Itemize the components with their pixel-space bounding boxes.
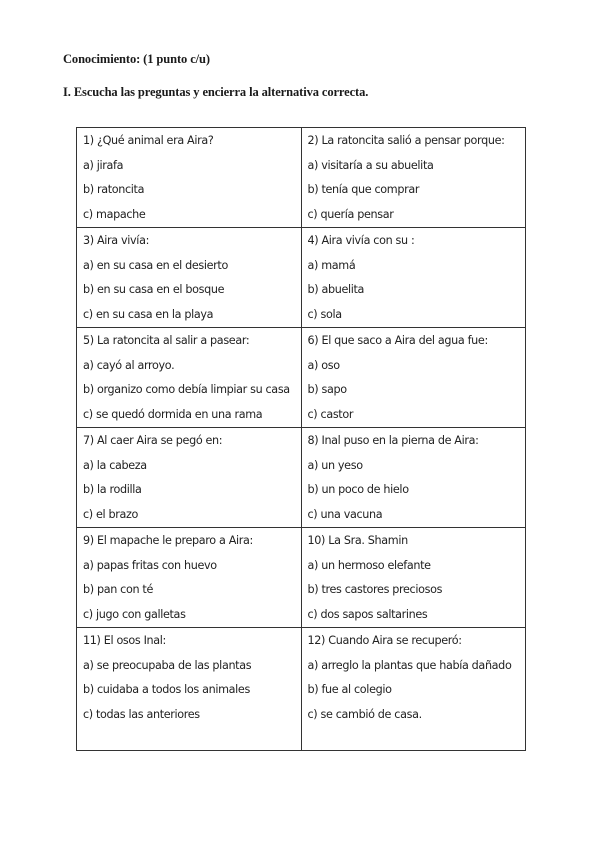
option-a[interactable]: a) cayó al arroyo. [83,358,175,372]
option-b[interactable]: b) tres castores preciosos [307,583,443,596]
question-text: 9) El mapache le preparo a Aira: [83,534,253,547]
question-text: 5) La ratoncita al salir a pasear: [83,334,250,347]
questions-table [76,127,526,751]
option-c[interactable]: c) una vacuna [307,507,383,521]
option-c[interactable]: c) sola [307,307,342,321]
question-text: 7) Al caer Aira se pegó en: [83,434,223,447]
option-a[interactable]: a) jirafa [83,158,124,172]
option-a[interactable]: a) un yeso [307,458,363,472]
option-b[interactable]: b) organizo como debía limpiar su casa [83,383,290,396]
question-cell-12 [301,628,526,751]
option-c[interactable]: c) el brazo [83,507,139,521]
question-cell-2 [301,128,526,228]
option-c[interactable]: c) todas las anteriores [83,707,200,721]
option-b[interactable]: b) sapo [307,383,347,396]
question-text: 4) Aira vivía con su : [307,234,415,247]
question-text: 10) La Sra. Shamin [307,534,408,547]
option-a[interactable]: a) papas fritas con huevo [83,558,217,572]
question-cell-10 [301,528,526,628]
question-text: 2) La ratoncita salió a pensar porque: [307,134,505,147]
option-b[interactable]: b) la rodilla [83,483,142,496]
option-a[interactable]: a) se preocupaba de las plantas [83,658,252,672]
table-row [77,428,526,528]
option-b[interactable]: b) cuidaba a todos los animales [83,683,250,696]
question-text: 11) El osos Inal: [83,634,166,647]
option-a[interactable]: a) oso [307,358,340,372]
option-b[interactable]: b) fue al colegio [307,683,392,696]
question-cell-3 [77,228,302,328]
option-a[interactable]: a) arreglo la plantas que había dañado [307,658,512,672]
option-a[interactable]: a) mamá [307,258,356,272]
question-cell-4 [301,228,526,328]
option-c[interactable]: c) dos sapos saltarines [307,607,428,621]
table-row [77,228,526,328]
table-row [77,128,526,228]
option-a[interactable]: a) un hermoso elefante [307,558,431,572]
option-b[interactable]: b) tenía que comprar [307,183,420,196]
option-b[interactable]: b) un poco de hielo [307,483,409,496]
question-text: 6) El que saco a Aira del agua fue: [307,334,488,347]
instruction-text: I. Escucha las preguntas y encierra la alternativa correcta. [63,85,369,99]
question-cell-7 [77,428,302,528]
table-row [77,328,526,428]
option-c[interactable]: c) se cambió de casa. [307,707,422,721]
question-cell-6 [301,328,526,428]
option-b[interactable]: b) ratoncita [83,183,145,196]
option-a[interactable]: a) visitaría a su abuelita [307,158,434,172]
section-title: Conocimiento: (1 punto c/u) [63,52,210,66]
question-text: 8) Inal puso en la pierna de Aira: [307,434,479,447]
question-cell-5 [77,328,302,428]
option-b[interactable]: b) pan con té [83,583,153,596]
question-text: 12) Cuando Aira se recuperó: [307,634,462,647]
table-row [77,528,526,628]
option-a[interactable]: a) en su casa en el desierto [83,258,228,272]
question-cell-11 [77,628,302,751]
question-text: 3) Aira vivía: [83,234,149,247]
option-c[interactable]: c) castor [307,407,354,421]
option-c[interactable]: c) quería pensar [307,207,394,221]
option-c[interactable]: c) jugo con galletas [83,607,186,621]
option-c[interactable]: c) mapache [83,207,146,221]
option-b[interactable]: b) en su casa en el bosque [83,283,225,296]
table-row [77,628,526,751]
question-cell-1 [77,128,302,228]
option-c[interactable]: c) en su casa en la playa [83,307,214,321]
question-cell-8 [301,428,526,528]
option-c[interactable]: c) se quedó dormida en una rama [83,407,263,421]
option-a[interactable]: a) la cabeza [83,458,147,472]
question-text: 1) ¿Qué animal era Aira? [83,134,214,147]
question-cell-9 [77,528,302,628]
option-b[interactable]: b) abuelita [307,283,365,296]
